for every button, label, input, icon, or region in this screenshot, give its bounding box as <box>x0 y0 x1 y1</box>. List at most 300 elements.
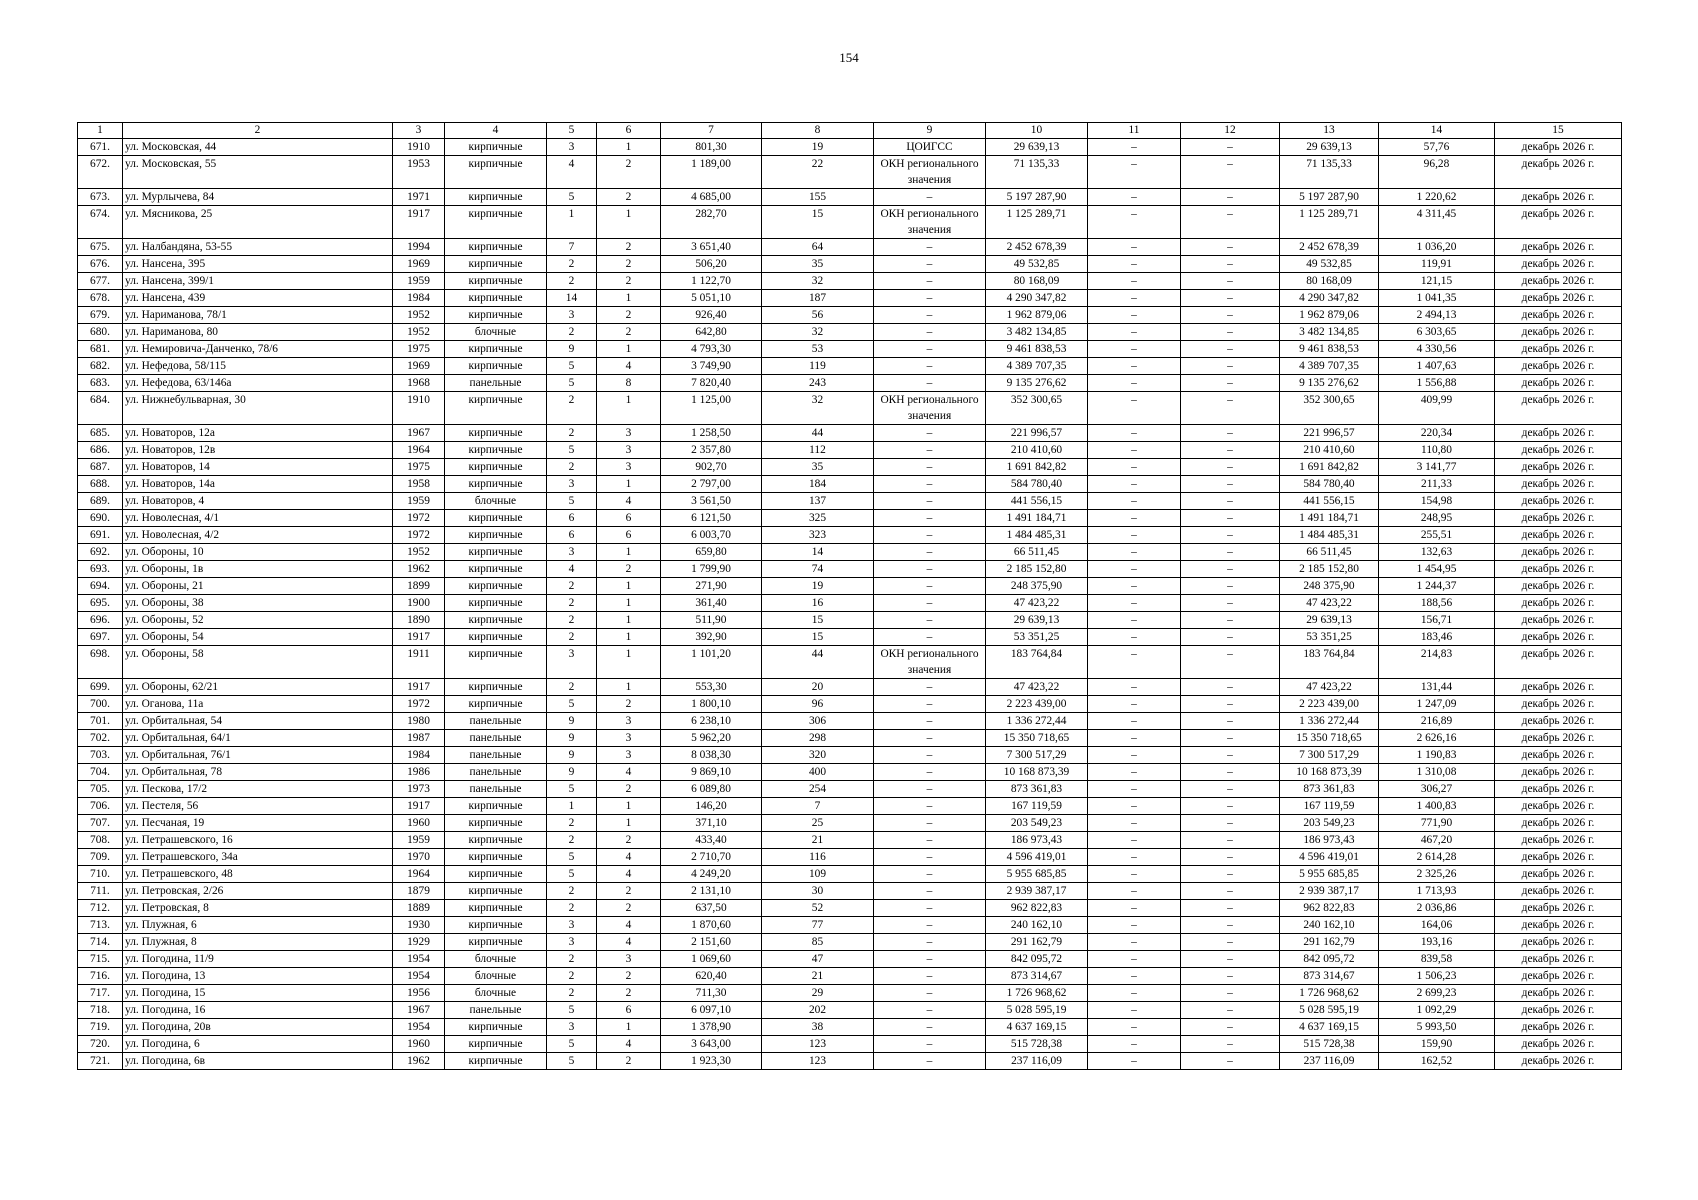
cell-floors: 3 <box>547 1019 597 1036</box>
cell-address: ул. Петровская, 2/26 <box>123 883 393 900</box>
cell-cost-13: 80 168,09 <box>1280 273 1379 290</box>
cell-floors: 2 <box>547 459 597 476</box>
cell-address: ул. Петрашевского, 48 <box>123 866 393 883</box>
cell-area: 6 003,70 <box>661 527 762 544</box>
cell-deadline: декабрь 2026 г. <box>1495 561 1622 578</box>
cell-residents: 44 <box>762 646 874 679</box>
cell-col-11: – <box>1088 917 1181 934</box>
cell-col-12: – <box>1181 612 1280 629</box>
cell-cost-13: 237 116,09 <box>1280 1053 1379 1070</box>
cell-entrances: 4 <box>597 764 661 781</box>
cell-status: – <box>874 612 986 629</box>
cell-entrances: 3 <box>597 730 661 747</box>
cell-area: 5 962,20 <box>661 730 762 747</box>
cell-year-built: 1969 <box>393 256 445 273</box>
cell-area: 3 749,90 <box>661 358 762 375</box>
cell-total-cost: 1 491 184,71 <box>986 510 1088 527</box>
cell-cost-13: 1 491 184,71 <box>1280 510 1379 527</box>
cell-area: 2 710,70 <box>661 849 762 866</box>
cell-entrances: 4 <box>597 917 661 934</box>
cell-deadline: декабрь 2026 г. <box>1495 425 1622 442</box>
cell-col-12: – <box>1181 985 1280 1002</box>
cell-status: – <box>874 747 986 764</box>
cell-area: 620,40 <box>661 968 762 985</box>
cell-area: 3 561,50 <box>661 493 762 510</box>
cell-residents: 21 <box>762 832 874 849</box>
cell-col-12: – <box>1181 290 1280 307</box>
cell-deadline: декабрь 2026 г. <box>1495 239 1622 256</box>
cell-year-built: 1917 <box>393 206 445 239</box>
cell-col-11: – <box>1088 934 1181 951</box>
cell-col-12: – <box>1181 1019 1280 1036</box>
cell-wall-material: панельные <box>445 730 547 747</box>
cell-total-cost: 248 375,90 <box>986 578 1088 595</box>
cell-residents: 47 <box>762 951 874 968</box>
cell-deadline: декабрь 2026 г. <box>1495 375 1622 392</box>
cell-col-11: – <box>1088 849 1181 866</box>
column-header-12: 12 <box>1181 123 1280 139</box>
cell-floors: 9 <box>547 747 597 764</box>
cell-floors: 5 <box>547 849 597 866</box>
cell-wall-material: кирпичные <box>445 1019 547 1036</box>
cell-year-built: 1917 <box>393 679 445 696</box>
cell-cost-per-sqm: 1 220,62 <box>1379 189 1495 206</box>
cell-row-number: 675. <box>78 239 123 256</box>
cell-wall-material: кирпичные <box>445 273 547 290</box>
cell-floors: 2 <box>547 832 597 849</box>
page-number: 154 <box>839 50 859 65</box>
cell-status: – <box>874 679 986 696</box>
cell-status: ОКН регионального значения <box>874 156 986 189</box>
cell-col-11: – <box>1088 375 1181 392</box>
cell-deadline: декабрь 2026 г. <box>1495 900 1622 917</box>
cell-address: ул. Новаторов, 14а <box>123 476 393 493</box>
cell-cost-13: 441 556,15 <box>1280 493 1379 510</box>
cell-wall-material: панельные <box>445 713 547 730</box>
cell-year-built: 1971 <box>393 189 445 206</box>
cell-floors: 3 <box>547 307 597 324</box>
cell-col-12: – <box>1181 730 1280 747</box>
cell-row-number: 698. <box>78 646 123 679</box>
cell-address: ул. Обороны, 38 <box>123 595 393 612</box>
cell-address: ул. Орбитальная, 54 <box>123 713 393 730</box>
cell-floors: 2 <box>547 595 597 612</box>
table-row <box>78 747 1622 764</box>
cell-floors: 2 <box>547 629 597 646</box>
cell-address: ул. Мурлычева, 84 <box>123 189 393 206</box>
cell-cost-per-sqm: 156,71 <box>1379 612 1495 629</box>
table-row <box>78 341 1622 358</box>
cell-deadline: декабрь 2026 г. <box>1495 156 1622 189</box>
cell-col-12: – <box>1181 156 1280 189</box>
table-row <box>78 273 1622 290</box>
cell-area: 711,30 <box>661 985 762 1002</box>
cell-cost-13: 291 162,79 <box>1280 934 1379 951</box>
cell-cost-per-sqm: 214,83 <box>1379 646 1495 679</box>
cell-status: – <box>874 764 986 781</box>
cell-total-cost: 2 223 439,00 <box>986 696 1088 713</box>
cell-entrances: 1 <box>597 595 661 612</box>
cell-deadline: декабрь 2026 г. <box>1495 781 1622 798</box>
cell-area: 642,80 <box>661 324 762 341</box>
column-header-3: 3 <box>393 123 445 139</box>
cell-deadline: декабрь 2026 г. <box>1495 798 1622 815</box>
cell-col-12: – <box>1181 900 1280 917</box>
cell-total-cost: 962 822,83 <box>986 900 1088 917</box>
cell-cost-per-sqm: 5 993,50 <box>1379 1019 1495 1036</box>
cell-deadline: декабрь 2026 г. <box>1495 629 1622 646</box>
cell-address: ул. Оганова, 11а <box>123 696 393 713</box>
cell-floors: 2 <box>547 883 597 900</box>
cell-year-built: 1958 <box>393 476 445 493</box>
cell-cost-13: 9 135 276,62 <box>1280 375 1379 392</box>
cell-row-number: 708. <box>78 832 123 849</box>
cell-year-built: 1962 <box>393 1053 445 1070</box>
cell-entrances: 6 <box>597 527 661 544</box>
cell-col-11: – <box>1088 883 1181 900</box>
table-row <box>78 578 1622 595</box>
cell-col-12: – <box>1181 442 1280 459</box>
cell-residents: 56 <box>762 307 874 324</box>
cell-entrances: 2 <box>597 324 661 341</box>
cell-col-11: – <box>1088 1053 1181 1070</box>
cell-address: ул. Петрашевского, 34а <box>123 849 393 866</box>
cell-status: – <box>874 781 986 798</box>
cell-deadline: декабрь 2026 г. <box>1495 273 1622 290</box>
cell-entrances: 2 <box>597 985 661 1002</box>
cell-col-11: – <box>1088 442 1181 459</box>
cell-col-11: – <box>1088 968 1181 985</box>
cell-address: ул. Мясникова, 25 <box>123 206 393 239</box>
cell-address: ул. Пескова, 17/2 <box>123 781 393 798</box>
cell-col-12: – <box>1181 578 1280 595</box>
cell-status: – <box>874 510 986 527</box>
cell-cost-13: 203 549,23 <box>1280 815 1379 832</box>
cell-deadline: декабрь 2026 г. <box>1495 290 1622 307</box>
cell-col-11: – <box>1088 493 1181 510</box>
cell-floors: 2 <box>547 968 597 985</box>
cell-total-cost: 1 484 485,31 <box>986 527 1088 544</box>
cell-year-built: 1967 <box>393 1002 445 1019</box>
cell-col-11: – <box>1088 510 1181 527</box>
cell-deadline: декабрь 2026 г. <box>1495 883 1622 900</box>
cell-wall-material: кирпичные <box>445 866 547 883</box>
cell-total-cost: 53 351,25 <box>986 629 1088 646</box>
cell-year-built: 1986 <box>393 764 445 781</box>
cell-cost-per-sqm: 2 699,23 <box>1379 985 1495 1002</box>
cell-year-built: 1969 <box>393 358 445 375</box>
cell-deadline: декабрь 2026 г. <box>1495 951 1622 968</box>
cell-year-built: 1899 <box>393 578 445 595</box>
cell-status: – <box>874 900 986 917</box>
cell-col-12: – <box>1181 629 1280 646</box>
cell-col-11: – <box>1088 1036 1181 1053</box>
cell-col-11: – <box>1088 425 1181 442</box>
cell-residents: 85 <box>762 934 874 951</box>
cell-deadline: декабрь 2026 г. <box>1495 764 1622 781</box>
cell-deadline: декабрь 2026 г. <box>1495 849 1622 866</box>
cell-total-cost: 515 728,38 <box>986 1036 1088 1053</box>
cell-status: – <box>874 273 986 290</box>
cell-col-12: – <box>1181 866 1280 883</box>
cell-col-11: – <box>1088 307 1181 324</box>
cell-cost-13: 71 135,33 <box>1280 156 1379 189</box>
cell-col-11: – <box>1088 747 1181 764</box>
cell-residents: 35 <box>762 459 874 476</box>
cell-cost-13: 9 461 838,53 <box>1280 341 1379 358</box>
cell-total-cost: 29 639,13 <box>986 612 1088 629</box>
cell-year-built: 1970 <box>393 849 445 866</box>
cell-year-built: 1960 <box>393 815 445 832</box>
table-row <box>78 561 1622 578</box>
cell-wall-material: кирпичные <box>445 425 547 442</box>
cell-area: 1 122,70 <box>661 273 762 290</box>
cell-residents: 19 <box>762 578 874 595</box>
cell-total-cost: 4 389 707,35 <box>986 358 1088 375</box>
cell-wall-material: кирпичные <box>445 290 547 307</box>
cell-area: 6 089,80 <box>661 781 762 798</box>
cell-row-number: 716. <box>78 968 123 985</box>
cell-total-cost: 873 314,67 <box>986 968 1088 985</box>
cell-residents: 155 <box>762 189 874 206</box>
cell-total-cost: 49 532,85 <box>986 256 1088 273</box>
cell-area: 1 870,60 <box>661 917 762 934</box>
cell-wall-material: кирпичные <box>445 510 547 527</box>
cell-entrances: 4 <box>597 358 661 375</box>
cell-address: ул. Нансена, 395 <box>123 256 393 273</box>
cell-address: ул. Обороны, 62/21 <box>123 679 393 696</box>
cell-cost-per-sqm: 188,56 <box>1379 595 1495 612</box>
cell-cost-13: 352 300,65 <box>1280 392 1379 425</box>
cell-deadline: декабрь 2026 г. <box>1495 832 1622 849</box>
cell-cost-per-sqm: 1 247,09 <box>1379 696 1495 713</box>
cell-status: – <box>874 324 986 341</box>
cell-col-12: – <box>1181 358 1280 375</box>
cell-floors: 2 <box>547 679 597 696</box>
table-body <box>78 139 1622 1070</box>
cell-residents: 7 <box>762 798 874 815</box>
cell-total-cost: 237 116,09 <box>986 1053 1088 1070</box>
cell-address: ул. Обороны, 52 <box>123 612 393 629</box>
cell-total-cost: 4 290 347,82 <box>986 290 1088 307</box>
cell-row-number: 700. <box>78 696 123 713</box>
cell-address: ул. Новаторов, 12а <box>123 425 393 442</box>
table-row <box>78 612 1622 629</box>
column-header-9: 9 <box>874 123 986 139</box>
cell-entrances: 2 <box>597 273 661 290</box>
cell-deadline: декабрь 2026 г. <box>1495 476 1622 493</box>
cell-wall-material: кирпичные <box>445 679 547 696</box>
cell-col-11: – <box>1088 866 1181 883</box>
cell-total-cost: 441 556,15 <box>986 493 1088 510</box>
cell-col-11: – <box>1088 139 1181 156</box>
cell-cost-13: 7 300 517,29 <box>1280 747 1379 764</box>
cell-address: ул. Орбитальная, 64/1 <box>123 730 393 747</box>
cell-col-12: – <box>1181 206 1280 239</box>
cell-floors: 2 <box>547 578 597 595</box>
cell-row-number: 696. <box>78 612 123 629</box>
cell-deadline: декабрь 2026 г. <box>1495 1019 1622 1036</box>
cell-address: ул. Обороны, 58 <box>123 646 393 679</box>
cell-area: 1 069,60 <box>661 951 762 968</box>
cell-entrances: 1 <box>597 612 661 629</box>
cell-wall-material: панельные <box>445 781 547 798</box>
cell-col-12: – <box>1181 476 1280 493</box>
cell-floors: 2 <box>547 612 597 629</box>
cell-entrances: 6 <box>597 510 661 527</box>
cell-residents: 123 <box>762 1053 874 1070</box>
cell-residents: 44 <box>762 425 874 442</box>
cell-entrances: 1 <box>597 392 661 425</box>
cell-total-cost: 80 168,09 <box>986 273 1088 290</box>
cell-cost-13: 248 375,90 <box>1280 578 1379 595</box>
cell-floors: 9 <box>547 730 597 747</box>
table-row <box>78 985 1622 1002</box>
cell-cost-per-sqm: 1 400,83 <box>1379 798 1495 815</box>
cell-status: – <box>874 985 986 1002</box>
table-row <box>78 442 1622 459</box>
cell-col-12: – <box>1181 968 1280 985</box>
cell-address: ул. Погодина, 20в <box>123 1019 393 1036</box>
cell-status: – <box>874 849 986 866</box>
cell-entrances: 8 <box>597 375 661 392</box>
cell-deadline: декабрь 2026 г. <box>1495 713 1622 730</box>
cell-floors: 5 <box>547 866 597 883</box>
cell-entrances: 2 <box>597 1053 661 1070</box>
cell-row-number: 689. <box>78 493 123 510</box>
cell-row-number: 683. <box>78 375 123 392</box>
table-row <box>78 798 1622 815</box>
cell-deadline: декабрь 2026 г. <box>1495 968 1622 985</box>
cell-total-cost: 352 300,65 <box>986 392 1088 425</box>
cell-cost-per-sqm: 2 494,13 <box>1379 307 1495 324</box>
cell-cost-per-sqm: 159,90 <box>1379 1036 1495 1053</box>
cell-cost-13: 1 336 272,44 <box>1280 713 1379 730</box>
column-header-6: 6 <box>597 123 661 139</box>
cell-cost-per-sqm: 121,15 <box>1379 273 1495 290</box>
cell-wall-material: кирпичные <box>445 849 547 866</box>
table-row <box>78 1053 1622 1070</box>
cell-col-12: – <box>1181 849 1280 866</box>
cell-row-number: 673. <box>78 189 123 206</box>
table-row <box>78 307 1622 324</box>
cell-col-12: – <box>1181 510 1280 527</box>
cell-wall-material: кирпичные <box>445 595 547 612</box>
cell-year-built: 1975 <box>393 341 445 358</box>
cell-cost-13: 1 484 485,31 <box>1280 527 1379 544</box>
cell-entrances: 1 <box>597 646 661 679</box>
cell-col-12: – <box>1181 1036 1280 1053</box>
cell-wall-material: панельные <box>445 1002 547 1019</box>
cell-col-11: – <box>1088 459 1181 476</box>
table-row <box>78 392 1622 425</box>
cell-status: – <box>874 544 986 561</box>
table-row <box>78 375 1622 392</box>
cell-year-built: 1952 <box>393 307 445 324</box>
cell-year-built: 1967 <box>393 425 445 442</box>
cell-status: – <box>874 917 986 934</box>
cell-entrances: 2 <box>597 561 661 578</box>
cell-floors: 9 <box>547 341 597 358</box>
cell-deadline: декабрь 2026 г. <box>1495 1036 1622 1053</box>
cell-wall-material: панельные <box>445 747 547 764</box>
cell-residents: 19 <box>762 139 874 156</box>
cell-col-12: – <box>1181 561 1280 578</box>
cell-total-cost: 5 955 685,85 <box>986 866 1088 883</box>
cell-col-12: – <box>1181 917 1280 934</box>
cell-status: ОКН регионального значения <box>874 392 986 425</box>
cell-cost-per-sqm: 119,91 <box>1379 256 1495 273</box>
cell-wall-material: кирпичные <box>445 578 547 595</box>
cell-area: 4 793,30 <box>661 341 762 358</box>
cell-residents: 25 <box>762 815 874 832</box>
cell-total-cost: 15 350 718,65 <box>986 730 1088 747</box>
cell-entrances: 4 <box>597 866 661 883</box>
cell-cost-per-sqm: 3 141,77 <box>1379 459 1495 476</box>
cell-wall-material: кирпичные <box>445 917 547 934</box>
cell-col-12: – <box>1181 392 1280 425</box>
cell-deadline: декабрь 2026 г. <box>1495 917 1622 934</box>
cell-year-built: 1984 <box>393 290 445 307</box>
cell-residents: 22 <box>762 156 874 189</box>
cell-year-built: 1984 <box>393 747 445 764</box>
cell-row-number: 693. <box>78 561 123 578</box>
cell-status: – <box>874 866 986 883</box>
cell-wall-material: кирпичные <box>445 832 547 849</box>
cell-total-cost: 584 780,40 <box>986 476 1088 493</box>
cell-cost-per-sqm: 6 303,65 <box>1379 324 1495 341</box>
table-row <box>78 476 1622 493</box>
cell-floors: 5 <box>547 1002 597 1019</box>
cell-year-built: 1954 <box>393 1019 445 1036</box>
cell-status: – <box>874 425 986 442</box>
cell-entrances: 2 <box>597 239 661 256</box>
cell-col-12: – <box>1181 493 1280 510</box>
cell-floors: 5 <box>547 1036 597 1053</box>
table-row <box>78 1036 1622 1053</box>
table-row <box>78 1002 1622 1019</box>
cell-year-built: 1972 <box>393 510 445 527</box>
cell-status: – <box>874 1053 986 1070</box>
cell-total-cost: 210 410,60 <box>986 442 1088 459</box>
cell-row-number: 679. <box>78 307 123 324</box>
cell-deadline: декабрь 2026 г. <box>1495 442 1622 459</box>
cell-cost-13: 2 452 678,39 <box>1280 239 1379 256</box>
cell-residents: 64 <box>762 239 874 256</box>
cell-row-number: 717. <box>78 985 123 1002</box>
cell-cost-per-sqm: 1 454,95 <box>1379 561 1495 578</box>
table-row <box>78 459 1622 476</box>
cell-area: 4 249,20 <box>661 866 762 883</box>
cell-area: 2 357,80 <box>661 442 762 459</box>
cell-col-12: – <box>1181 544 1280 561</box>
cell-total-cost: 167 119,59 <box>986 798 1088 815</box>
cell-year-built: 1879 <box>393 883 445 900</box>
cell-area: 511,90 <box>661 612 762 629</box>
cell-area: 2 151,60 <box>661 934 762 951</box>
cell-row-number: 678. <box>78 290 123 307</box>
cell-area: 1 800,10 <box>661 696 762 713</box>
cell-area: 8 038,30 <box>661 747 762 764</box>
table-row <box>78 900 1622 917</box>
cell-address: ул. Новаторов, 12в <box>123 442 393 459</box>
cell-total-cost: 186 973,43 <box>986 832 1088 849</box>
cell-year-built: 1952 <box>393 544 445 561</box>
cell-year-built: 1960 <box>393 1036 445 1053</box>
cell-total-cost: 5 028 595,19 <box>986 1002 1088 1019</box>
cell-deadline: декабрь 2026 г. <box>1495 189 1622 206</box>
cell-cost-13: 47 423,22 <box>1280 595 1379 612</box>
